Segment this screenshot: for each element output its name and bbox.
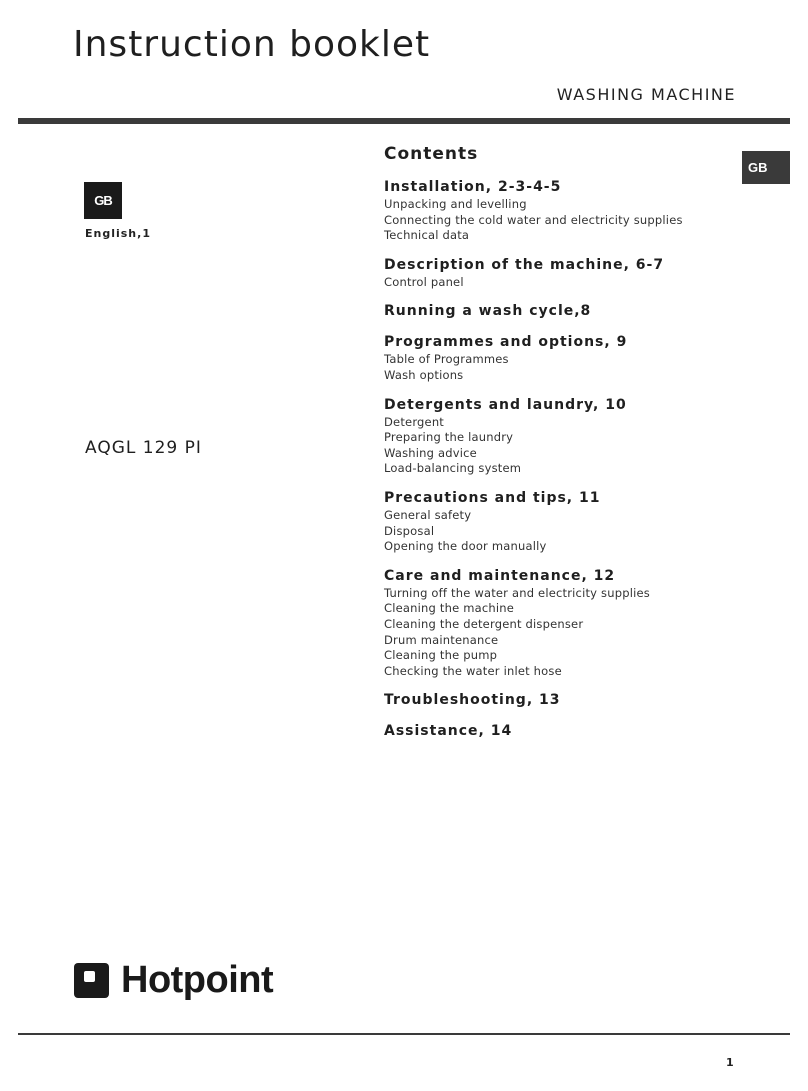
section-item: Disposal bbox=[384, 523, 435, 538]
section-item: Control panel bbox=[384, 274, 464, 289]
table-of-contents bbox=[384, 143, 734, 752]
brand-logo-text: Hotpoint bbox=[121, 959, 274, 1001]
section-title-link[interactable]: Running a wash cycle,8 bbox=[384, 303, 592, 320]
page-title: Instruction booklet bbox=[73, 24, 431, 65]
section-title-link[interactable]: Installation, 2-3-4-5 bbox=[384, 179, 562, 195]
language-badge: GB bbox=[84, 182, 122, 219]
section-title-link[interactable]: Assistance, 14 bbox=[384, 723, 513, 740]
product-type: WASHING MACHINE bbox=[556, 85, 736, 104]
model-number: AQGL 129 PI bbox=[85, 438, 202, 458]
brand-logo bbox=[74, 960, 273, 1000]
contents-section bbox=[384, 395, 734, 477]
contents-section bbox=[384, 566, 734, 680]
contents-section bbox=[384, 301, 734, 321]
section-title-link[interactable]: Care and maintenance, 12 bbox=[384, 567, 616, 584]
section-item: Cleaning the pump bbox=[384, 648, 498, 663]
section-item: Table of Programmes bbox=[384, 352, 509, 367]
section-item: Technical data bbox=[384, 228, 470, 243]
section-title-link[interactable]: Detergents and laundry, 10 bbox=[384, 396, 627, 413]
section-item: Preparing the laundry bbox=[384, 430, 514, 445]
section-title-link[interactable]: Troubleshooting, 13 bbox=[384, 692, 561, 709]
contents-heading: Contents bbox=[384, 144, 479, 164]
section-item: Cleaning the detergent dispenser bbox=[384, 616, 584, 631]
language-link-english[interactable]: English,1 bbox=[85, 227, 151, 240]
contents-section bbox=[384, 488, 734, 555]
contents-section bbox=[384, 255, 734, 291]
top-divider bbox=[18, 118, 790, 124]
section-title-link[interactable]: Description of the machine, 6-7 bbox=[384, 256, 665, 273]
section-item: Turning off the water and electricity supplies bbox=[384, 585, 650, 600]
section-item: General safety bbox=[384, 507, 472, 522]
section-item: Connecting the cold water and electricity supplies bbox=[384, 212, 683, 227]
section-item: Load-balancing system bbox=[384, 461, 522, 476]
contents-section bbox=[384, 721, 734, 741]
section-item: Opening the door manually bbox=[384, 539, 547, 554]
section-item: Unpacking and levelling bbox=[384, 197, 527, 211]
section-item: Drum maintenance bbox=[384, 632, 499, 647]
contents-section bbox=[384, 332, 734, 383]
section-item: Checking the water inlet hose bbox=[384, 663, 562, 678]
section-title-link[interactable]: Precautions and tips, 11 bbox=[384, 489, 601, 506]
language-tab[interactable]: GB bbox=[742, 151, 790, 184]
section-item: Detergent bbox=[384, 414, 445, 429]
contents-sections bbox=[384, 177, 734, 741]
contents-section bbox=[384, 177, 734, 244]
section-item: Cleaning the machine bbox=[384, 601, 515, 616]
hotpoint-logo-icon bbox=[74, 963, 109, 998]
section-item: Wash options bbox=[384, 367, 464, 382]
page-number: 1 bbox=[726, 1056, 734, 1069]
section-item: Washing advice bbox=[384, 445, 477, 460]
contents-section bbox=[384, 690, 734, 710]
bottom-divider bbox=[18, 1033, 790, 1035]
section-title-link[interactable]: Programmes and options, 9 bbox=[384, 334, 628, 351]
